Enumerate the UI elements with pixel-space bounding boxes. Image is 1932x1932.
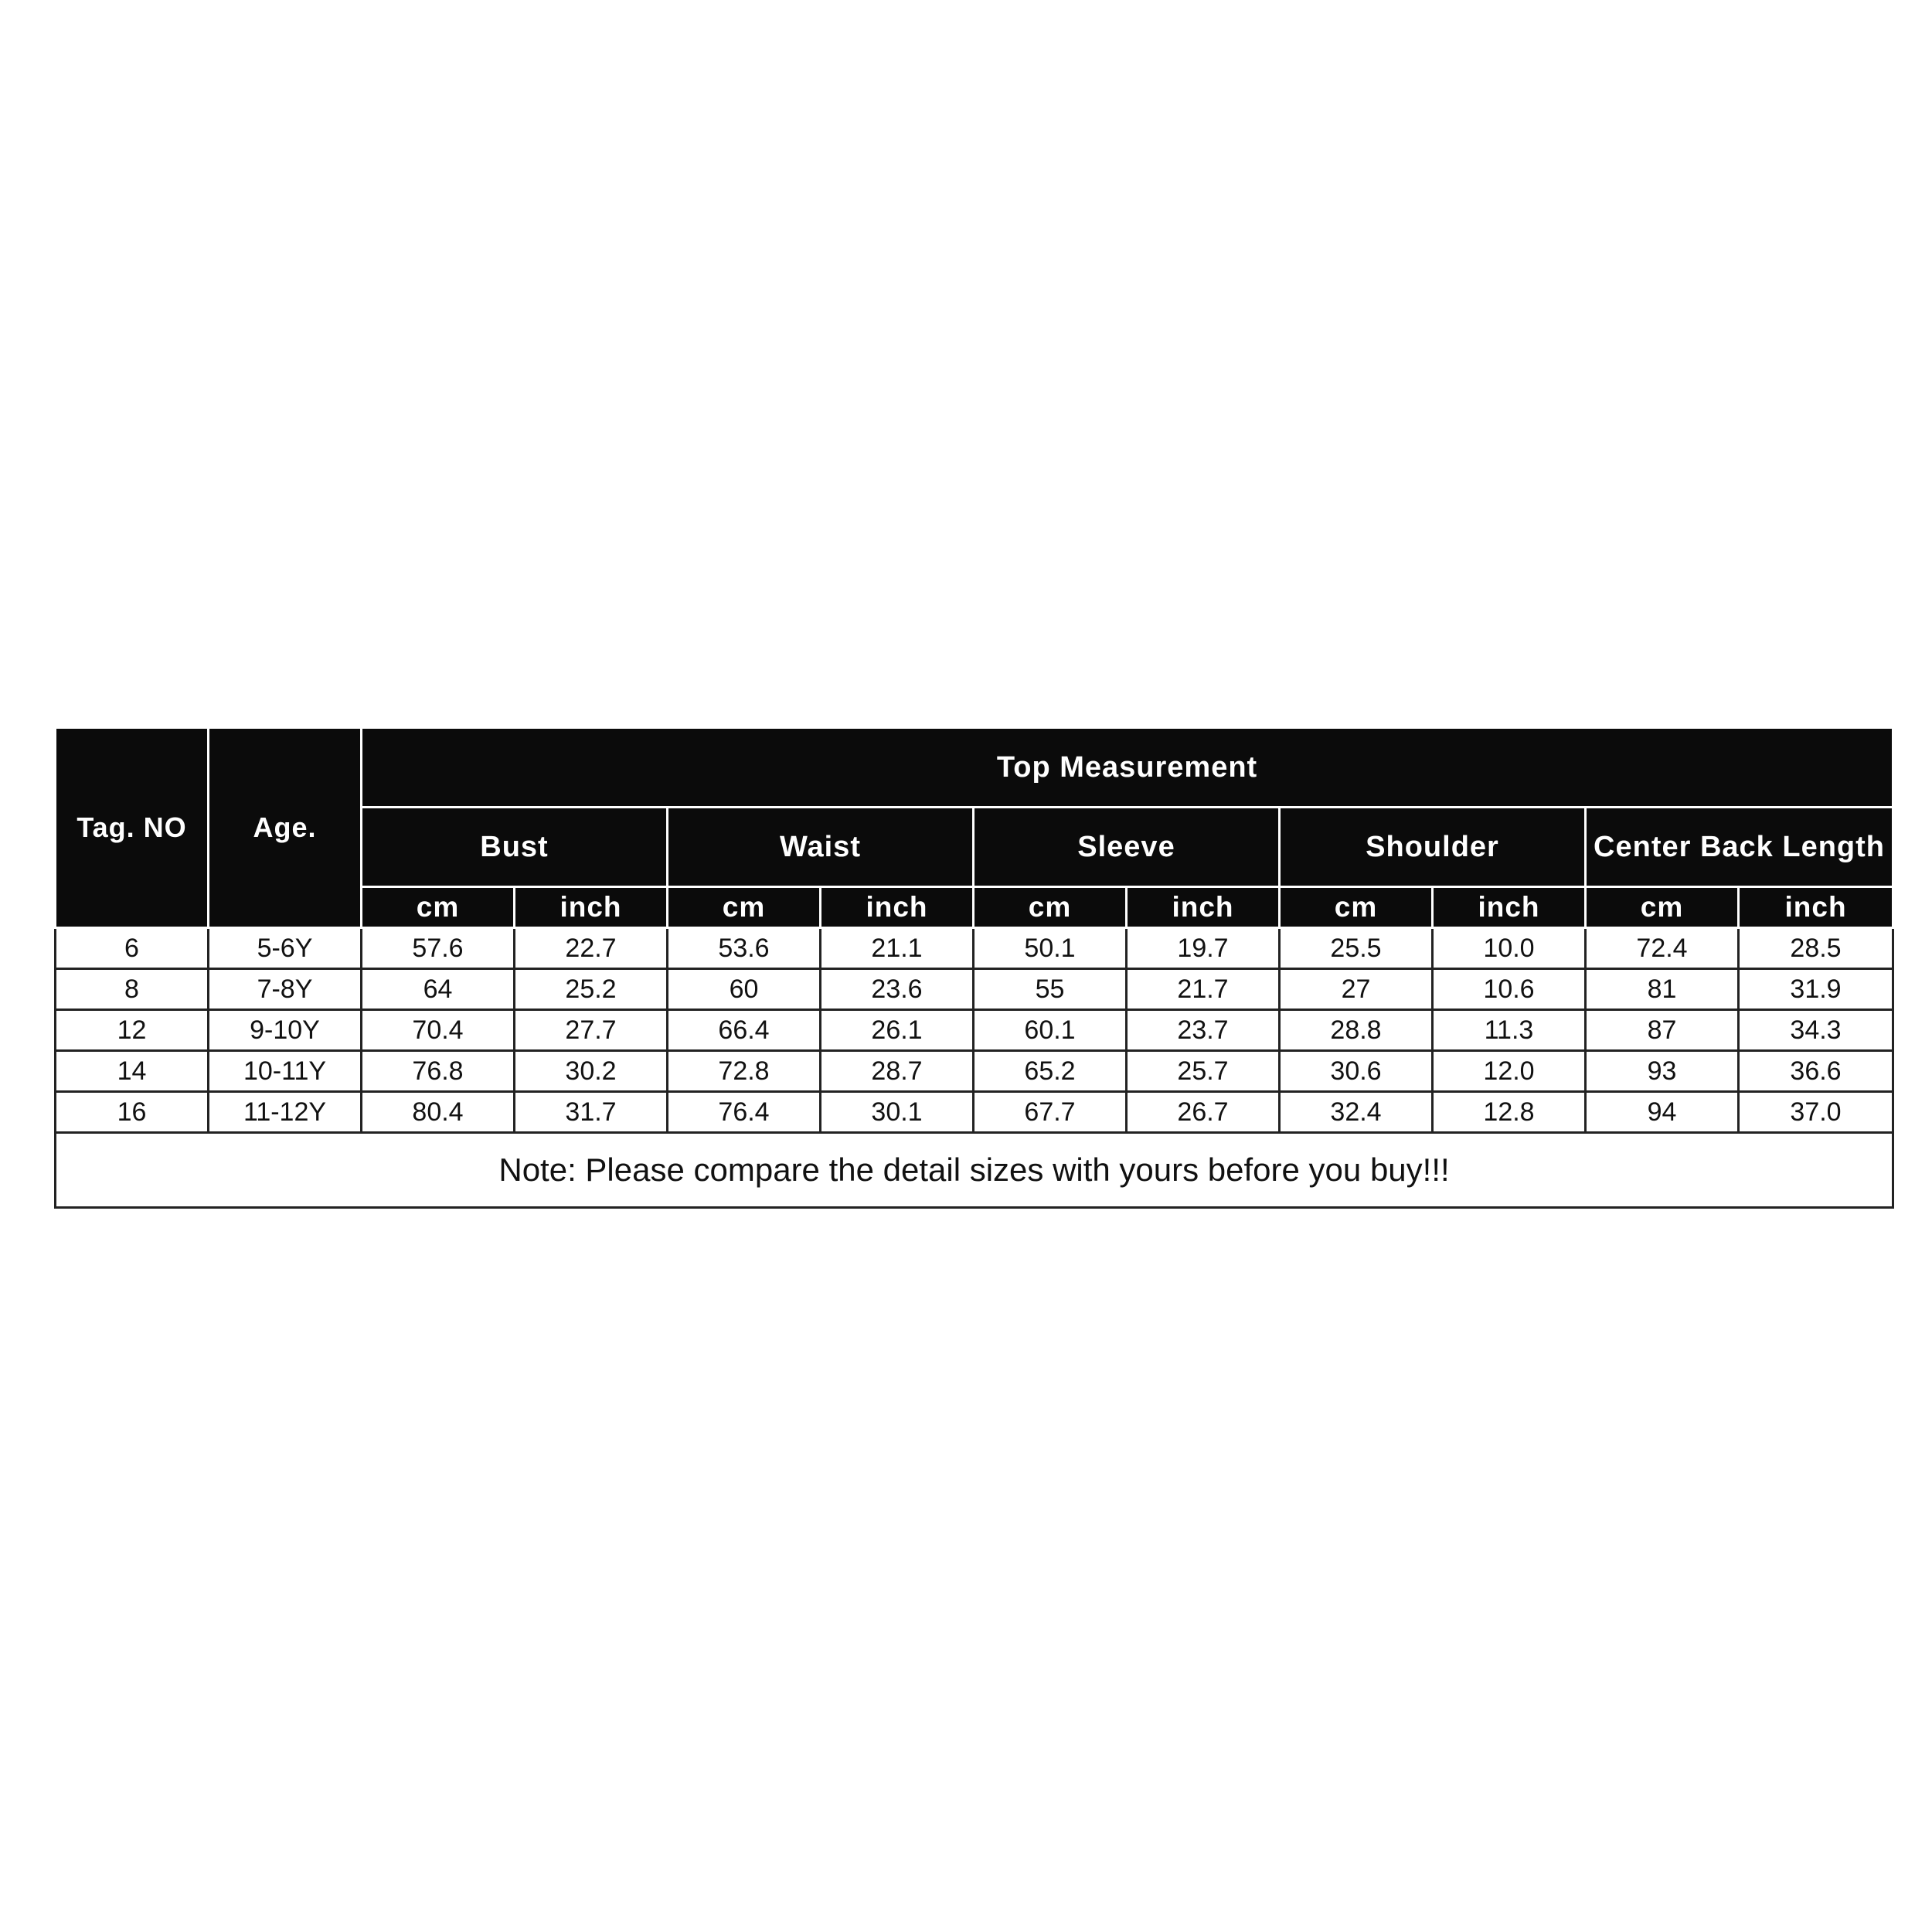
waist-inch-cell: 26.1 (821, 1010, 974, 1051)
unit-header: inch (1433, 887, 1586, 928)
waist-inch-cell: 30.1 (821, 1092, 974, 1133)
shoulder-inch-cell: 11.3 (1433, 1010, 1586, 1051)
sleeve-header: Sleeve (974, 808, 1280, 887)
bust-header: Bust (362, 808, 668, 887)
sleeve-inch-cell: 23.7 (1127, 1010, 1280, 1051)
note-row (56, 1133, 1893, 1208)
waist-inch-cell: 21.1 (821, 928, 974, 969)
tag-cell: 6 (56, 928, 209, 969)
shoulder-cm-cell: 30.6 (1280, 1051, 1433, 1092)
tag-cell: 12 (56, 1010, 209, 1051)
age-cell: 10-11Y (209, 1051, 362, 1092)
unit-header: cm (668, 887, 821, 928)
center-back-length-header: Center Back Length (1586, 808, 1893, 887)
waist-cm-cell: 76.4 (668, 1092, 821, 1133)
center-back-length-cm-cell: 87 (1586, 1010, 1739, 1051)
bust-inch-cell: 25.2 (515, 969, 668, 1010)
bust-inch-cell: 27.7 (515, 1010, 668, 1051)
unit-header: inch (1739, 887, 1893, 928)
sleeve-inch-cell: 26.7 (1127, 1092, 1280, 1133)
unit-header: inch (1127, 887, 1280, 928)
table-row (56, 1010, 1893, 1051)
unit-header: cm (974, 887, 1127, 928)
shoulder-cm-cell: 28.8 (1280, 1010, 1433, 1051)
center-back-length-inch-cell: 28.5 (1739, 928, 1893, 969)
shoulder-cm-cell: 32.4 (1280, 1092, 1433, 1133)
center-back-length-inch-cell: 31.9 (1739, 969, 1893, 1010)
sleeve-inch-cell: 19.7 (1127, 928, 1280, 969)
age-cell: 5-6Y (209, 928, 362, 969)
table-row (56, 1092, 1893, 1133)
header-row-top (56, 728, 1893, 808)
bust-cm-cell: 57.6 (362, 928, 515, 969)
tag-header: Tag. NO (56, 728, 209, 928)
bust-inch-cell: 22.7 (515, 928, 668, 969)
bust-cm-cell: 64 (362, 969, 515, 1010)
table-row (56, 928, 1893, 969)
center-back-length-inch-cell: 37.0 (1739, 1092, 1893, 1133)
center-back-length-inch-cell: 34.3 (1739, 1010, 1893, 1051)
table-row (56, 969, 1893, 1010)
age-cell: 7-8Y (209, 969, 362, 1010)
age-cell: 11-12Y (209, 1092, 362, 1133)
unit-header: cm (1586, 887, 1739, 928)
top-measurement-header: Top Measurement (362, 728, 1893, 808)
note-text: Note: Please compare the detail sizes with yours before you buy!!! (56, 1133, 1893, 1208)
waist-cm-cell: 66.4 (668, 1010, 821, 1051)
bust-cm-cell: 76.8 (362, 1051, 515, 1092)
unit-header: cm (1280, 887, 1433, 928)
shoulder-cm-cell: 27 (1280, 969, 1433, 1010)
shoulder-cm-cell: 25.5 (1280, 928, 1433, 969)
unit-header: inch (821, 887, 974, 928)
center-back-length-cm-cell: 72.4 (1586, 928, 1739, 969)
sleeve-cm-cell: 50.1 (974, 928, 1127, 969)
sleeve-inch-cell: 21.7 (1127, 969, 1280, 1010)
tag-cell: 14 (56, 1051, 209, 1092)
shoulder-inch-cell: 10.0 (1433, 928, 1586, 969)
age-header: Age. (209, 728, 362, 928)
waist-cm-cell: 53.6 (668, 928, 821, 969)
waist-inch-cell: 23.6 (821, 969, 974, 1010)
unit-header: cm (362, 887, 515, 928)
table-row (56, 1051, 1893, 1092)
waist-cm-cell: 60 (668, 969, 821, 1010)
age-cell: 9-10Y (209, 1010, 362, 1051)
waist-inch-cell: 28.7 (821, 1051, 974, 1092)
sleeve-inch-cell: 25.7 (1127, 1051, 1280, 1092)
center-back-length-cm-cell: 93 (1586, 1051, 1739, 1092)
sleeve-cm-cell: 67.7 (974, 1092, 1127, 1133)
size-chart-table (54, 726, 1894, 1209)
waist-header: Waist (668, 808, 974, 887)
unit-header: inch (515, 887, 668, 928)
waist-cm-cell: 72.8 (668, 1051, 821, 1092)
bust-cm-cell: 70.4 (362, 1010, 515, 1051)
bust-inch-cell: 31.7 (515, 1092, 668, 1133)
bust-inch-cell: 30.2 (515, 1051, 668, 1092)
sleeve-cm-cell: 65.2 (974, 1051, 1127, 1092)
center-back-length-cm-cell: 81 (1586, 969, 1739, 1010)
tag-cell: 16 (56, 1092, 209, 1133)
shoulder-inch-cell: 10.6 (1433, 969, 1586, 1010)
sleeve-cm-cell: 60.1 (974, 1010, 1127, 1051)
shoulder-header: Shoulder (1280, 808, 1586, 887)
center-back-length-inch-cell: 36.6 (1739, 1051, 1893, 1092)
center-back-length-cm-cell: 94 (1586, 1092, 1739, 1133)
tag-cell: 8 (56, 969, 209, 1010)
shoulder-inch-cell: 12.0 (1433, 1051, 1586, 1092)
shoulder-inch-cell: 12.8 (1433, 1092, 1586, 1133)
sleeve-cm-cell: 55 (974, 969, 1127, 1010)
bust-cm-cell: 80.4 (362, 1092, 515, 1133)
